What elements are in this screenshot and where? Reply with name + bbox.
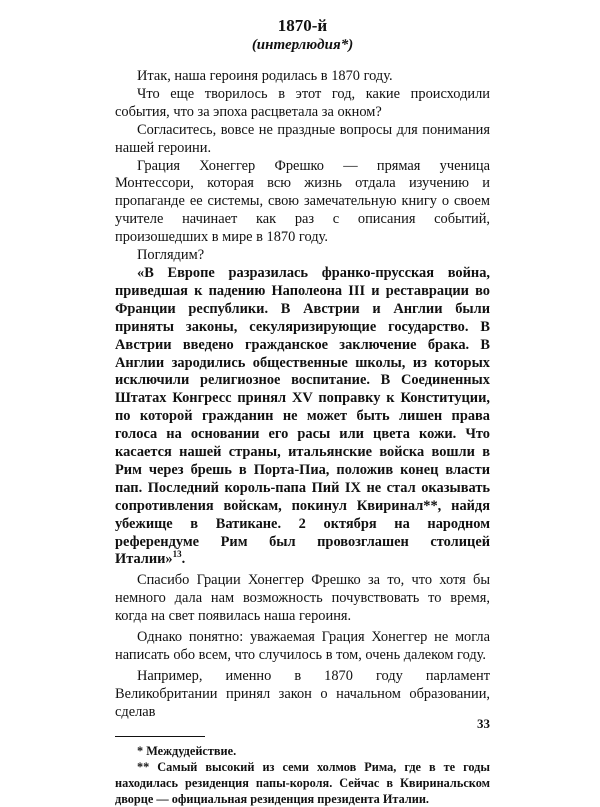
footnote: * Междудействие.	[137, 743, 237, 758]
footnote-separator	[115, 736, 205, 737]
body-text	[115, 68, 490, 722]
paragraph: Спасибо Грации Хонеггер Фрешко за то, что хотя бы немного дала нам возможность почувствовать то время, когда на свет появилась наша героиня.	[115, 572, 490, 625]
paragraph: Например, именно в 1870 году парламент Великобритании принял закон о начальном образовании, сделав	[115, 667, 490, 720]
paragraph: Однако понятно: уважаемая Грация Хонеггер не могла написать обо всем, что случилось в том, очень далеком году.	[115, 629, 490, 663]
footnotes	[115, 743, 490, 807]
paragraph: Что еще творилось в этот год, какие происходили события, что за эпоха расцветала за окном?	[115, 85, 490, 120]
footnote: ** Самый высокий из семи холмов Рима, где в те годы находилась резиденция папы-короля. Сейчас в Квиринальском дворце — официальная резиденция президента Италии.	[115, 759, 490, 806]
paragraph: Согласитесь, вовсе не праздные вопросы для понимания нашей героини.	[115, 121, 490, 156]
footnote-reference: 13	[172, 549, 182, 560]
page-number: 33	[477, 716, 490, 731]
chapter-title: 1870-й	[277, 16, 328, 35]
paragraph: Поглядим?	[137, 247, 205, 264]
chapter-subtitle: (интерлюдия*)	[251, 37, 354, 53]
paragraph: Итак, наша героиня родилась в 1870 году.	[137, 68, 393, 84]
paragraph: Грация Хонеггер Фрешко — прямая ученица Монтессори, которая всю жизнь отдала изучению и пропаганде ее системы, свою замечательную книгу о своем учителе начинает как раз с описания событий, произошедших в мире в 1870 году.	[115, 157, 490, 246]
quote-text: «В Европе разразилась франко-прусская война, приведшая к падению Наполеона III и реставрации во Франции республики. В Австрии и Англии были приняты законы, секуляризирующие государство. В Австрии введено гражданское заключение брака. В Англии зародились общественные школы, из которых исключили религиозное воспитание. В Соединенных Штатах Конгресс принял XV поправку к Конституции, по которой гражданин не может быть лишен права голоса на основании его расы или цвета кожи. Что касается нашей страны, итальянские войска вошли в Рим через брешь в Порта-Пиа, положив конец власти пап. Последний король-папа Пий IX не стал оказывать сопротивления войскам, покинул Квиринал**, найдя убежище в Ватикане. 2 октября на народном референдуме Рим был провозглашен столицей Италии»	[115, 264, 490, 568]
quote-paragraph: «В Европе разразилась франко-прусская война, приведшая к падению Наполеона III и реставрации во Франции республики. В Австрии и Англии были приняты законы, секуляризирующие государство. В Австрии введено гражданское заключение брака. В Англии зародились общественные школы, из которых исключили религиозное воспитание. В Соединенных Штатах Конгресс принял XV поправку к Конституции, по которой гражданин не может быть лишен права голоса на основании его расы или цвета кожи. Что касается нашей страны, итальянские войска вошли в Рим через брешь в Порта-Пиа, положив конец власти пап. Последний король-папа Пий IX не стал оказывать сопротивления войскам, покинул Квиринал**, найдя убежище в Ватикане. 2 октября на народном референдуме Рим был провозглашен столицей Италии»$^{13}$.	[115, 264, 490, 568]
